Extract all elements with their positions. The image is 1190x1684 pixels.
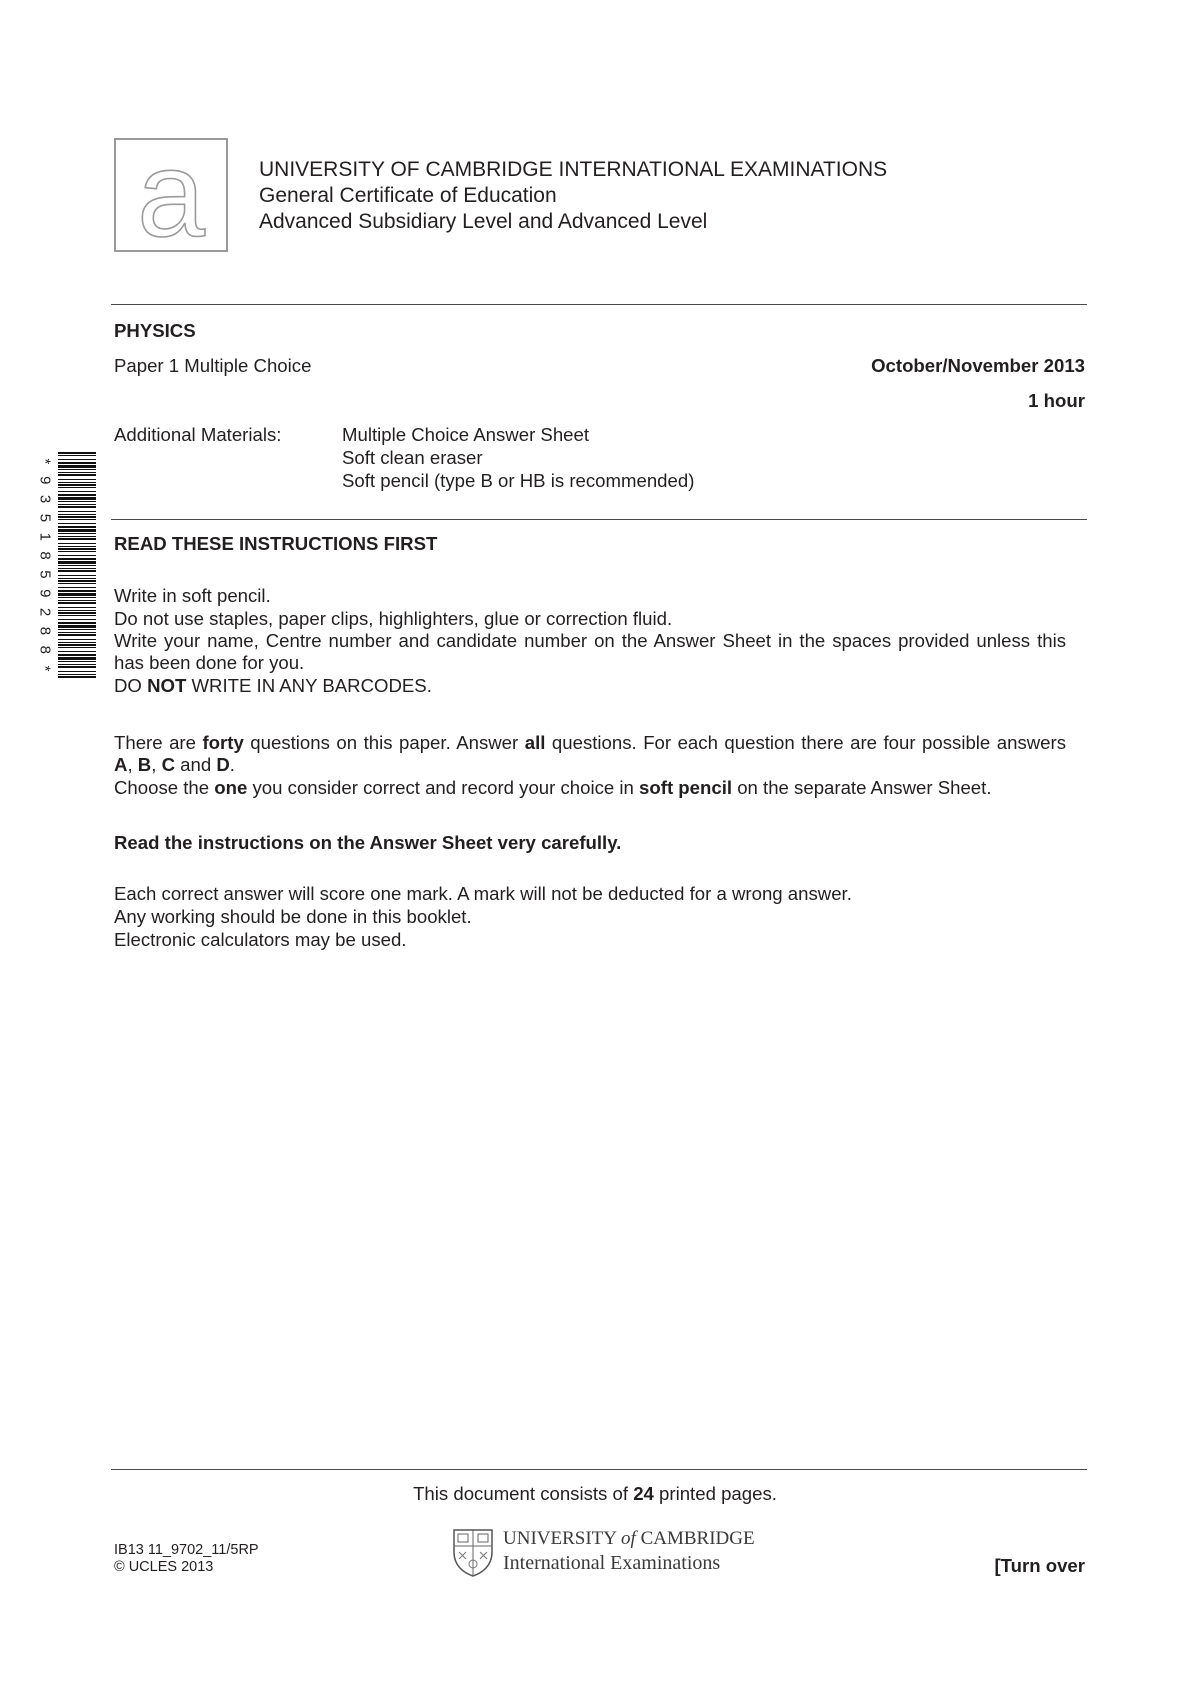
instructions-block-1 [114,584,1066,697]
barcode-digit: 1 [36,532,54,541]
material-item: Soft clean eraser [342,447,483,468]
material-item: Soft pencil (type B or HB is recommended) [342,470,695,491]
header-certificate: General Certificate of Education [259,184,557,207]
instruction-line: DO NOT WRITE IN ANY BARCODES. [114,675,432,696]
paper-code: IB13 11_9702_11/5RP [114,1542,259,1558]
barcode-digit: 3 [36,494,54,504]
instruction-line: Each correct answer will score one mark. A mark will not be deducted for a wrong answer. [114,883,852,904]
barcode-digit: 9 [36,589,54,598]
instructions-heading: READ THESE INSTRUCTIONS FIRST [114,533,438,554]
divider-top [111,304,1087,305]
exam-session: October/November 2013 [871,355,1085,376]
barcode-digit: 9 [36,476,54,485]
instructions-block-3 [114,882,1066,951]
barcode-digit: 8 [36,626,54,636]
barcode-digit: * [36,665,54,672]
paper-title: Paper 1 Multiple Choice [114,355,312,376]
header-university: UNIVERSITY OF CAMBRIDGE INTERNATIONAL EXAMINATIONS [259,158,888,181]
barcode-number [35,452,55,678]
instruction-line: Any working should be done in this booklet. [114,906,472,927]
svg-text:a: a [137,140,205,250]
divider-middle [111,519,1087,520]
turn-over: [Turn over [994,1555,1085,1576]
barcode-digit: 8 [36,645,54,654]
instructions-block-2 [114,732,1066,799]
barcode-digit: 2 [36,607,54,617]
answer-sheet-note: Read the instructions on the Answer Sheet very carefully. [114,832,622,853]
header-level: Advanced Subsidiary Level and Advanced Level [259,210,708,233]
cambridge-crest-icon [452,1528,494,1578]
instruction-line: Write your name, Centre number and candidate number on the Answer Sheet in the spaces provided unless this has been done for you. [114,630,1066,673]
barcode [58,452,96,678]
letter-a-icon [116,140,226,250]
instruction-line: Write in soft pencil. [114,585,271,606]
instruction-line: Choose the one you consider correct and record your choice in soft pencil on the separate Answer Sheet. [114,777,992,798]
barcode-digit: 5 [36,513,54,523]
instruction-line: Do not use staples, paper clips, highlighters, glue or correction fluid. [114,608,673,629]
cie-a-logo [114,138,228,252]
divider-bottom [111,1469,1087,1470]
exam-duration: 1 hour [1028,390,1085,411]
barcode-digit: * [36,458,54,465]
instruction-line: There are forty questions on this paper. Answer all questions. For each question there are four possible answers A, B, C and D. [114,732,1067,775]
page-count: This document consists of 24 printed pages. [413,1483,777,1504]
copyright: © UCLES 2013 [114,1559,214,1575]
barcode-digit: 5 [36,570,54,579]
additional-materials-label: Additional Materials: [114,424,282,445]
subject-title: PHYSICS [114,320,196,341]
barcode-digit: 8 [36,551,54,560]
instruction-line: Electronic calculators may be used. [114,929,407,950]
cambridge-wordmark-line2: International Examinations [503,1552,721,1574]
cambridge-wordmark-line1: UNIVERSITY of CAMBRIDGE [503,1528,755,1549]
material-item: Multiple Choice Answer Sheet [342,424,590,445]
